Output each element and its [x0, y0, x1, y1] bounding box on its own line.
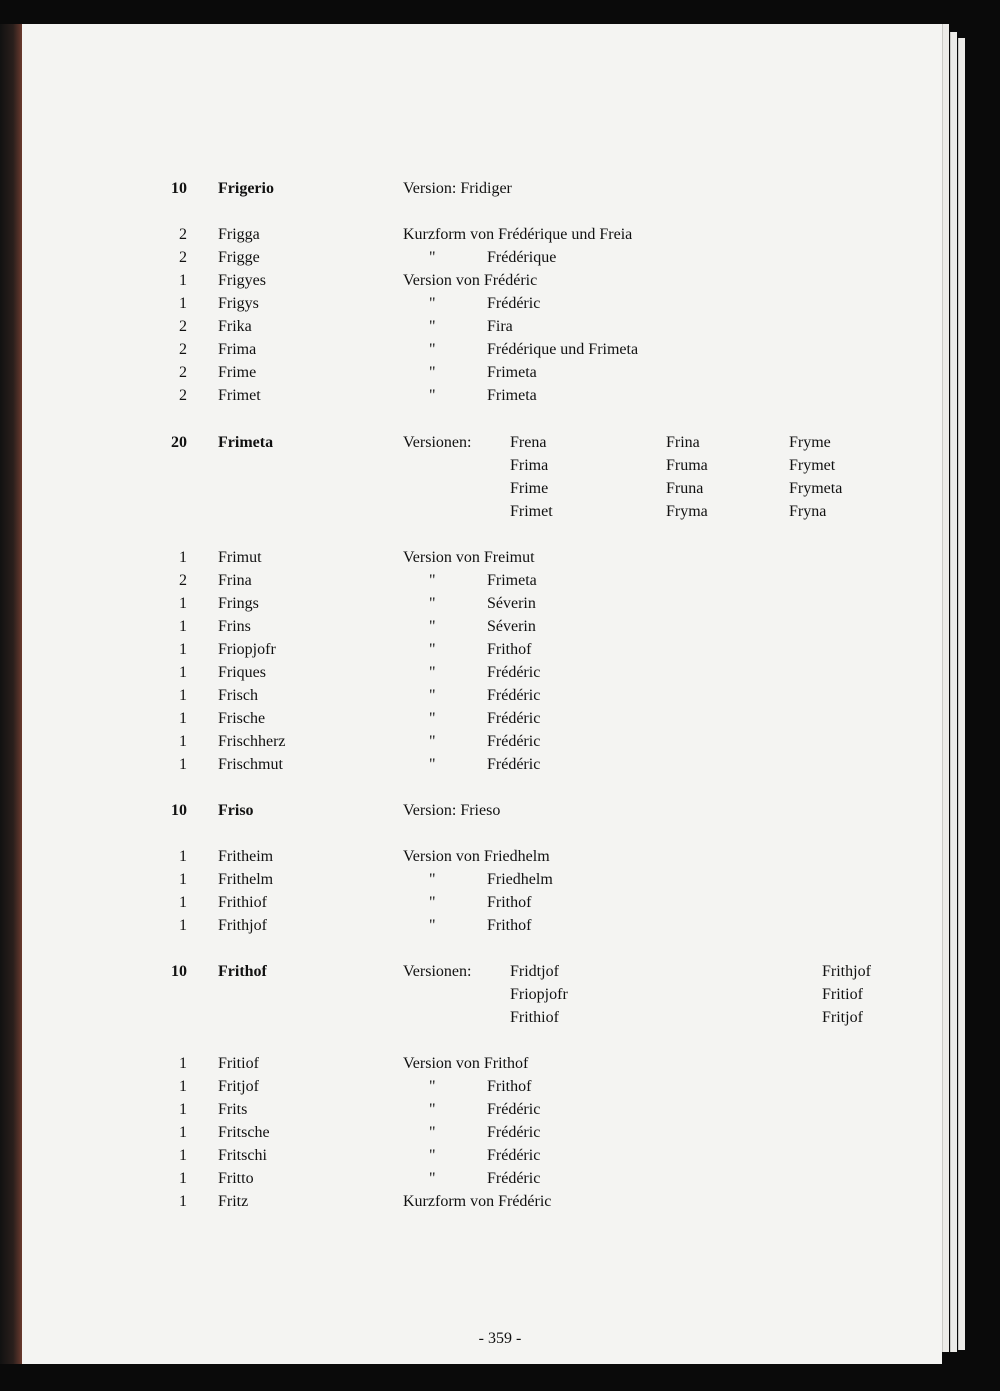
entry-description: Kurzform von Frédérique und Freia — [403, 226, 633, 243]
version-name: Fryme — [789, 434, 831, 451]
entry-reference: Frithof — [487, 917, 532, 934]
ditto-mark: " — [429, 733, 436, 750]
entry-name: Frime — [218, 364, 257, 381]
ditto-mark: " — [429, 341, 436, 358]
entry-reference: Frédéric — [487, 664, 541, 681]
entry-count: 1 — [179, 710, 187, 727]
entry-count: 1 — [179, 917, 187, 934]
entry-reference: Frédéric — [487, 1124, 541, 1141]
entry-reference: Frédérique und Frimeta — [487, 341, 639, 358]
entry-count: 1 — [179, 618, 187, 635]
version-name: Frithjof — [822, 963, 871, 980]
entry-count: 1 — [179, 1147, 187, 1164]
entry-name: Frischherz — [218, 733, 286, 750]
entry-name: Frigyes — [218, 272, 266, 289]
entry-description: Version von Frithof — [403, 1055, 529, 1072]
ditto-mark: " — [429, 641, 436, 658]
version-name: Fritjof — [822, 1009, 863, 1026]
entry-name: Frina — [218, 572, 252, 589]
ditto-mark: " — [429, 318, 436, 335]
page-edge — [942, 24, 949, 1352]
entry-count: 1 — [179, 1193, 187, 1210]
entry-reference: Frithof — [487, 1078, 532, 1095]
entry-name: Friso — [218, 802, 254, 819]
entry-count: 10 — [171, 963, 187, 980]
entry-reference: Frédéric — [487, 733, 541, 750]
entry-count: 1 — [179, 1055, 187, 1072]
entry-count: 1 — [179, 848, 187, 865]
entry-count: 1 — [179, 664, 187, 681]
entry-name: Frithelm — [218, 871, 274, 888]
entry-name: Fritz — [218, 1193, 249, 1210]
entry-description: Kurzform von Frédéric — [403, 1193, 552, 1210]
entry-reference: Frimeta — [487, 364, 537, 381]
entry-reference: Frédéric — [487, 1101, 541, 1118]
entry-reference: Frédéric — [487, 1147, 541, 1164]
book-spine — [0, 24, 22, 1364]
ditto-mark: " — [429, 1147, 436, 1164]
ditto-mark: " — [429, 295, 436, 312]
ditto-mark: " — [429, 364, 436, 381]
entry-count: 10 — [171, 180, 187, 197]
entry-reference: Frédéric — [487, 710, 541, 727]
page-number: - 359 - — [478, 1330, 522, 1347]
entry-description: Version von Frédéric — [403, 272, 538, 289]
entry-description: Version von Friedhelm — [403, 848, 550, 865]
entry-name: Frischmut — [218, 756, 283, 773]
version-name: Frime — [510, 480, 549, 497]
entry-reference: Séverin — [487, 595, 536, 612]
version-name: Fridtjof — [510, 963, 559, 980]
entry-count: 1 — [179, 549, 187, 566]
entry-name: Fritiof — [218, 1055, 259, 1072]
entry-name: Fritheim — [218, 848, 274, 865]
entry-reference: Frédéric — [487, 295, 541, 312]
version-name: Frima — [510, 457, 549, 474]
entry-description: Version: Frieso — [403, 802, 501, 819]
entry-count: 1 — [179, 641, 187, 658]
ditto-mark: " — [429, 664, 436, 681]
entry-reference: Frimeta — [487, 572, 537, 589]
entry-name: Frithjof — [218, 917, 267, 934]
entry-count: 20 — [171, 434, 187, 451]
entry-reference: Séverin — [487, 618, 536, 635]
version-name: Frithiof — [510, 1009, 559, 1026]
entry-name: Frimeta — [218, 434, 274, 451]
entry-count: 2 — [179, 387, 187, 404]
entry-reference: Friedhelm — [487, 871, 553, 888]
page-edge — [950, 32, 957, 1352]
ditto-mark: " — [429, 595, 436, 612]
entry-name: Frisch — [218, 687, 258, 704]
version-name: Frimet — [510, 503, 553, 520]
entry-count: 1 — [179, 295, 187, 312]
ditto-mark: " — [429, 756, 436, 773]
version-name: Fruna — [666, 480, 704, 497]
entry-name: Frika — [218, 318, 252, 335]
ditto-mark: " — [429, 1124, 436, 1141]
entry-name: Frigerio — [218, 180, 274, 197]
entry-description: Version: Fridiger — [403, 180, 512, 197]
ditto-mark: " — [429, 249, 436, 266]
entry-name: Frings — [218, 595, 259, 612]
ditto-mark: " — [429, 917, 436, 934]
versions-label: Versionen: — [403, 434, 472, 451]
entry-count: 1 — [179, 1078, 187, 1095]
entry-description: Version von Freimut — [403, 549, 535, 566]
versions-label: Versionen: — [403, 963, 472, 980]
entry-name: Frigge — [218, 249, 260, 266]
entry-count: 2 — [179, 572, 187, 589]
version-name: Fryma — [666, 503, 708, 520]
ditto-mark: " — [429, 1078, 436, 1095]
entry-name: Frigga — [218, 226, 260, 243]
entry-name: Frits — [218, 1101, 248, 1118]
entry-count: 2 — [179, 226, 187, 243]
entry-reference: Frimeta — [487, 387, 537, 404]
version-name: Fritiof — [822, 986, 863, 1003]
entry-reference: Frédéric — [487, 1170, 541, 1187]
version-name: Frymeta — [789, 480, 843, 497]
entry-count: 2 — [179, 249, 187, 266]
entry-count: 1 — [179, 871, 187, 888]
entry-name: Frins — [218, 618, 251, 635]
version-name: Fruma — [666, 457, 708, 474]
entry-count: 1 — [179, 894, 187, 911]
entry-reference: Frédéric — [487, 687, 541, 704]
entry-count: 1 — [179, 733, 187, 750]
entry-name: Frithof — [218, 963, 267, 980]
entry-name: Friopjofr — [218, 641, 276, 658]
ditto-mark: " — [429, 687, 436, 704]
entry-name: Fritto — [218, 1170, 254, 1187]
entry-count: 1 — [179, 595, 187, 612]
entry-count: 1 — [179, 1124, 187, 1141]
entry-count: 2 — [179, 341, 187, 358]
entry-count: 2 — [179, 318, 187, 335]
entry-count: 1 — [179, 756, 187, 773]
version-name: Fryna — [789, 503, 827, 520]
entry-reference: Frédérique — [487, 249, 557, 266]
entry-count: 1 — [179, 687, 187, 704]
entry-reference: Frithof — [487, 894, 532, 911]
entry-name: Friques — [218, 664, 266, 681]
entry-reference: Fira — [487, 318, 513, 335]
entry-name: Frimut — [218, 549, 262, 566]
ditto-mark: " — [429, 710, 436, 727]
entry-count: 1 — [179, 1101, 187, 1118]
ditto-mark: " — [429, 871, 436, 888]
ditto-mark: " — [429, 618, 436, 635]
entry-name: Fritschi — [218, 1147, 267, 1164]
entry-name: Frische — [218, 710, 266, 727]
version-name: Frina — [666, 434, 700, 451]
version-name: Friopjofr — [510, 986, 568, 1003]
ditto-mark: " — [429, 572, 436, 589]
entry-name: Frithiof — [218, 894, 267, 911]
ditto-mark: " — [429, 1101, 436, 1118]
entry-reference: Frédéric — [487, 756, 541, 773]
entry-name: Frigys — [218, 295, 259, 312]
ditto-mark: " — [429, 387, 436, 404]
entry-name: Fritsche — [218, 1124, 270, 1141]
entry-name: Frimet — [218, 387, 261, 404]
ditto-mark: " — [429, 1170, 436, 1187]
entry-count: 1 — [179, 1170, 187, 1187]
version-name: Frymet — [789, 457, 836, 474]
entry-count: 1 — [179, 272, 187, 289]
entry-count: 10 — [171, 802, 187, 819]
ditto-mark: " — [429, 894, 436, 911]
entry-name: Frima — [218, 341, 257, 358]
page-edge — [958, 38, 965, 1350]
entry-count: 2 — [179, 364, 187, 381]
entry-reference: Frithof — [487, 641, 532, 658]
entry-name: Fritjof — [218, 1078, 259, 1095]
version-name: Frena — [510, 434, 547, 451]
